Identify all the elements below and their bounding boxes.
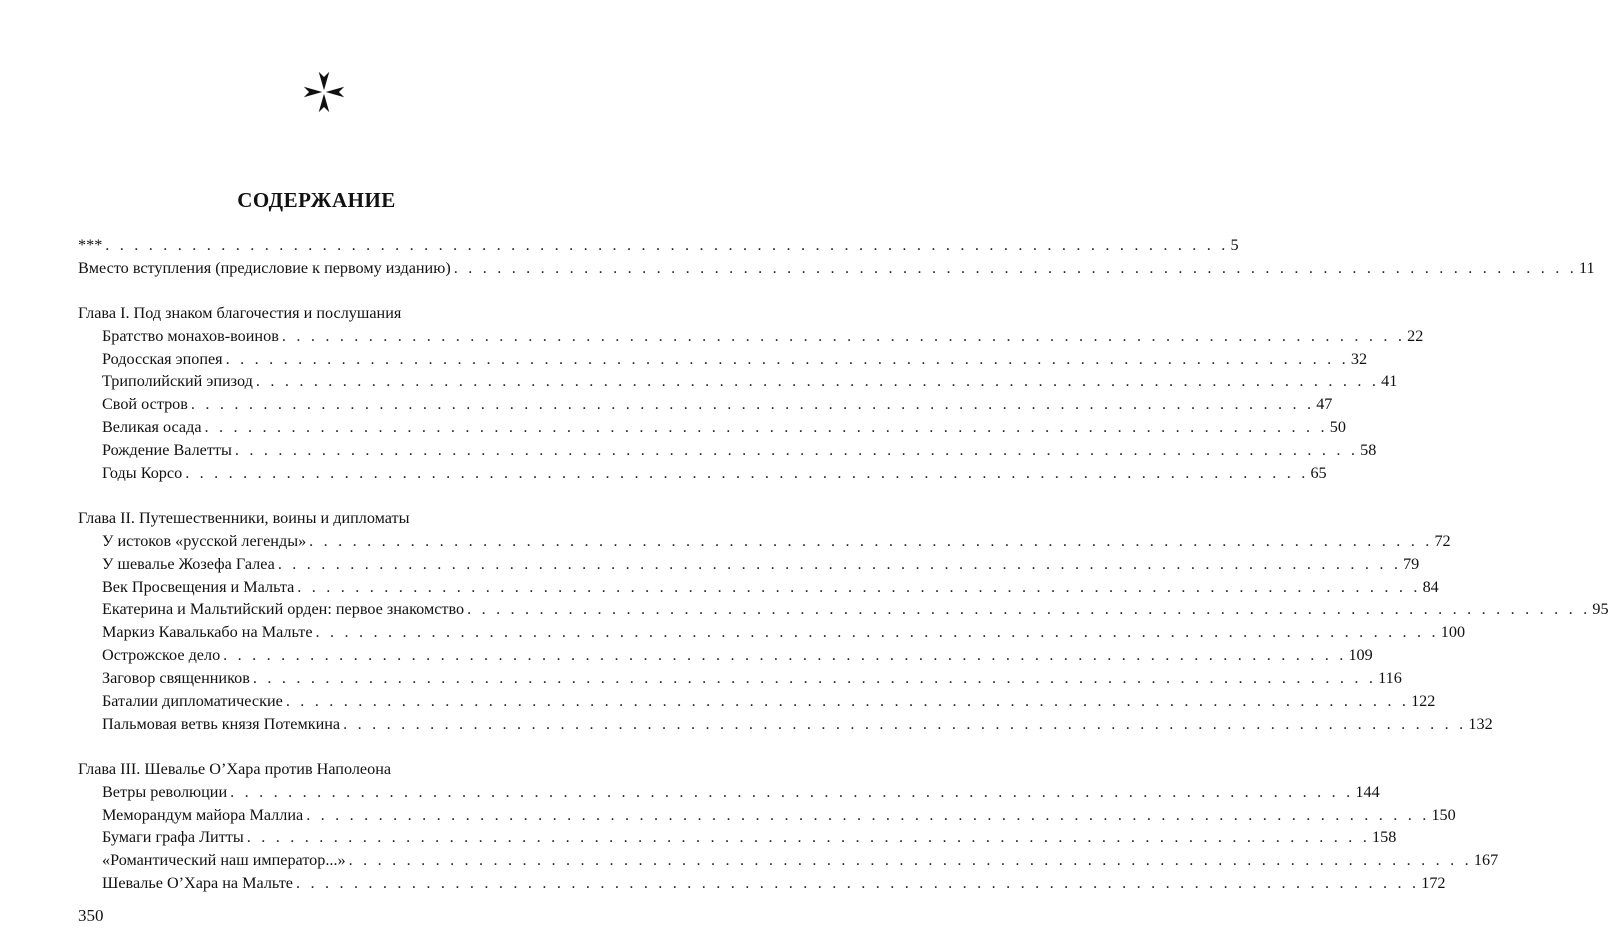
toc-entry-page: 72 (1434, 531, 1451, 550)
toc-entry[interactable] (78, 667, 1402, 690)
toc-entry-title: Годы Корсо (102, 464, 183, 483)
section-spacer (78, 280, 568, 302)
dot-leader: . . . . . . . . . . . . . . . . . . . . . . . . . . . . . . . . . . . . . . . . . . . . . . . . . . . . . . . . . . . . . . . . . . . . . . . . . . . . . . (252, 669, 1377, 688)
toc-entry-page: 84 (1422, 577, 1439, 596)
toc-entry[interactable] (78, 439, 1377, 462)
toc-entry-page: 167 (1473, 851, 1499, 870)
dot-leader: . . . . . . . . . . . . . . . . . . . . . . . . . . . . . . . . . . . . . . . . . . . . . . . . . . . . . . . . . . . . . . . . . . . . . . . . . . . . . . (315, 623, 1439, 642)
toc-entry[interactable] (78, 462, 1327, 485)
toc-entry-title: У шевалье Жозефа Галеа (102, 554, 275, 573)
toc-entry-title: Екатерина и Мальтийский орден: первое знакомство (102, 600, 465, 619)
toc-entry-title: Великая осада (102, 418, 202, 437)
toc-entry-title: Век Просвещения и Мальта (102, 577, 295, 596)
toc-entry-page: 172 (1421, 874, 1446, 893)
toc-entry-page: 65 (1310, 464, 1327, 483)
toc-entry[interactable] (78, 621, 1466, 644)
toc-entry-title: Маркиз Кавалькабо на Мальте (102, 623, 313, 642)
toc-entry[interactable] (78, 713, 1493, 736)
dot-leader: . . . . . . . . . . . . . . . . . . . . . . . . . . . . . . . . . . . . . . . . . . . . . . . . . . . . . . . . . . . . . . . . . . . . . . . . . . . . . . (225, 349, 1349, 368)
dot-leader: . . . . . . . . . . . . . . . . . . . . . . . . . . . . . . . . . . . . . . . . . . . . . . . . . . . . . . . . . . . . . . . . . . . . . . . . . . . . . . (234, 441, 1359, 460)
toc-entry[interactable] (78, 553, 1420, 576)
dot-leader: . . . . . . . . . . . . . . . . . . . . . . . . . . . . . . . . . . . . . . . . . . . . . . . . . . . . . . . . . . . . . . . . . . . . . . . . . . . . . . (295, 874, 1420, 893)
toc-entry[interactable] (78, 781, 1380, 804)
toc-entry-title: Шевалье О’Хара на Мальте (102, 874, 293, 893)
toc-entry-introduction[interactable] (78, 257, 1595, 280)
toc-entry-title: Заговор священников (102, 669, 250, 688)
section-spacer (78, 736, 568, 758)
dot-leader: . . . . . . . . . . . . . . . . . . . . . . . . . . . . . . . . . . . . . . . . . . . . . . . . . . . . . . . . . . . . . . . . . . . . . . . . . . . . . . (190, 395, 1315, 414)
toc-entry-page: 132 (1468, 714, 1493, 733)
toc-entry-page: 150 (1431, 805, 1456, 824)
maltese-cross-icon (302, 70, 346, 114)
dot-leader: . . . . . . . . . . . . . . . . . . . . . . . . . . . . . . . . . . . . . . . . . . . . . . . . . . . . . . . . . . . . . . . . . . . . . . . . . . . . . . (309, 531, 1433, 550)
toc-entry-title: Ветры революции (102, 782, 228, 801)
toc-entry-page: 5 (1230, 236, 1239, 254)
toc-entry-title: Вместо вступления (предисловие к первому изданию) (78, 258, 451, 277)
toc-entry-page: 79 (1403, 554, 1420, 573)
toc-entry[interactable] (78, 370, 1398, 393)
toc-entry-title: Меморандум майора Маллиа (102, 805, 304, 824)
chapter-heading-1[interactable]: Глава I. Под знаком благочестия и послушания (78, 303, 402, 322)
dot-leader: . . . . . . . . . . . . . . . . . . . . . . . . . . . . . . . . . . . . . . . . . . . . . . . . . . . . . . . . . . . . . . . . . . . . . . . . . . . . . . (343, 714, 1467, 733)
dot-leader: . . . . . . . . . . . . . . . . . . . . . . . . . . . . . . . . . . . . . . . . . . . . . . . . . . . . . . . . . . . . . . . . . . . . . . . . . . . . . . (246, 828, 1371, 847)
toc-entry-title: Триполийский эпизод (102, 372, 253, 391)
toc-entry-page: 95 (1592, 600, 1609, 619)
toc-entry[interactable] (78, 644, 1373, 667)
dot-leader: . . . . . . . . . . . . . . . . . . . . . . . . . . . . . . . . . . . . . . . . . . . . . . . . . . . . . . . . . . . . . . . . . . . . . . . . . . . . . . (285, 692, 1410, 711)
page-number: 350 (78, 906, 104, 925)
toc-entry[interactable] (78, 416, 1346, 439)
toc-entry[interactable] (78, 576, 1439, 599)
table-of-contents (78, 234, 1609, 895)
toc-entry-title: У истоков «русской легенды» (102, 531, 307, 550)
toc-entry-title: *** (78, 236, 103, 254)
toc-entry-page: 50 (1329, 418, 1346, 437)
toc-entry-page: 116 (1378, 669, 1402, 688)
toc-entry-page: 144 (1355, 782, 1380, 801)
toc-entry-page: 109 (1348, 646, 1373, 665)
dot-leader: . . . . . . . . . . . . . . . . . . . . . . . . . . . . . . . . . . . . . . . . . . . . . . . . . . . . . . . . . . . . . . . . . . . . . . . . . . . . . . (105, 236, 1229, 254)
toc-entry-page: 41 (1381, 372, 1398, 391)
toc-entry-title: Острожское дело (102, 646, 221, 665)
toc-entry-page: 158 (1372, 828, 1397, 847)
toc-entry[interactable] (78, 804, 1456, 827)
toc-entry[interactable] (78, 872, 1446, 895)
toc-entry[interactable] (78, 690, 1436, 713)
toc-entry[interactable] (78, 348, 1368, 371)
toc-entry[interactable] (78, 598, 1609, 621)
toc-entry-page: 122 (1411, 692, 1436, 711)
toc-entry-title: Баталии дипломатические (102, 692, 283, 711)
toc-entry-page: 58 (1360, 441, 1377, 460)
toc-entry-page: 32 (1350, 349, 1368, 368)
page-title: СОДЕРЖАНИЕ (237, 188, 396, 212)
dot-leader: . . . . . . . . . . . . . . . . . . . . . . . . . . . . . . . . . . . . . . . . . . . . . . . . . . . . . . . . . . . . . . . . . . . . . . . . . . . . . . (281, 326, 1406, 345)
dot-leader: . . . . . . . . . . . . . . . . . . . . . . . . . . . . . . . . . . . . . . . . . . . . . . . . . . . . . . . . . . . . . . . . . . . . . . . . . . . . . . (453, 258, 1577, 277)
section-spacer (78, 485, 568, 507)
dot-leader: . . . . . . . . . . . . . . . . . . . . . . . . . . . . . . . . . . . . . . . . . . . . . . . . . . . . . . . . . . . . . . . . . . . . . . . . . . . . . . (297, 577, 1421, 596)
toc-entry[interactable] (78, 393, 1333, 416)
dot-leader: . . . . . . . . . . . . . . . . . . . . . . . . . . . . . . . . . . . . . . . . . . . . . . . . . . . . . . . . . . . . . . . . . . . . . . . . . . . . . . (348, 851, 1472, 870)
dot-leader: . . . . . . . . . . . . . . . . . . . . . . . . . . . . . . . . . . . . . . . . . . . . . . . . . . . . . . . . . . . . . . . . . . . . . . . . . . . . . . (230, 782, 1354, 801)
toc-entry-title: Рождение Валетты (102, 441, 232, 460)
toc-entry-asterisks[interactable] (78, 234, 1239, 257)
dot-leader: . . . . . . . . . . . . . . . . . . . . . . . . . . . . . . . . . . . . . . . . . . . . . . . . . . . . . . . . . . . . . . . . . . . . . . . . . . . . . . (255, 372, 1380, 391)
toc-entry[interactable] (78, 530, 1451, 553)
toc-entry-title: Свой остров (102, 395, 188, 414)
toc-entry-title: Бумаги графа Литты (102, 828, 244, 847)
toc-entry-title: «Романтический наш император...» (102, 851, 346, 870)
dot-leader: . . . . . . . . . . . . . . . . . . . . . . . . . . . . . . . . . . . . . . . . . . . . . . . . . . . . . . . . . . . . . . . . . . . . . . . . . . . . . . (204, 418, 1328, 437)
toc-entry-page: 22 (1407, 326, 1424, 345)
dot-leader: . . . . . . . . . . . . . . . . . . . . . . . . . . . . . . . . . . . . . . . . . . . . . . . . . . . . . . . . . . . . . . . . . . . . . . . . . . . . . . (185, 464, 1309, 483)
toc-entry[interactable] (78, 826, 1397, 849)
toc-entry-title: Пальмовая ветвь князя Потемкина (102, 714, 341, 733)
toc-entry-title: Родосская эпопея (102, 349, 223, 368)
dot-leader: . . . . . . . . . . . . . . . . . . . . . . . . . . . . . . . . . . . . . . . . . . . . . . . . . . . . . . . . . . . . . . . . . . . . . . . . . . . . . . (467, 600, 1591, 619)
toc-entry-page: 11 (1578, 258, 1595, 277)
chapter-heading-2[interactable]: Глава II. Путешественники, воины и дипломаты (78, 508, 410, 527)
toc-entry-page: 47 (1316, 395, 1333, 414)
toc-entry-page: 100 (1440, 623, 1466, 642)
dot-leader: . . . . . . . . . . . . . . . . . . . . . . . . . . . . . . . . . . . . . . . . . . . . . . . . . . . . . . . . . . . . . . . . . . . . . . . . . . . . . . (223, 646, 1347, 665)
toc-entry[interactable] (78, 849, 1499, 872)
dot-leader: . . . . . . . . . . . . . . . . . . . . . . . . . . . . . . . . . . . . . . . . . . . . . . . . . . . . . . . . . . . . . . . . . . . . . . . . . . . . . . (277, 554, 1402, 573)
toc-entry[interactable] (78, 325, 1424, 348)
toc-entry-title: Братство монахов-воинов (102, 326, 279, 345)
dot-leader: . . . . . . . . . . . . . . . . . . . . . . . . . . . . . . . . . . . . . . . . . . . . . . . . . . . . . . . . . . . . . . . . . . . . . . . . . . . . . . (306, 805, 1430, 824)
chapter-heading-3[interactable]: Глава III. Шевалье О’Хара против Наполеона (78, 759, 392, 778)
